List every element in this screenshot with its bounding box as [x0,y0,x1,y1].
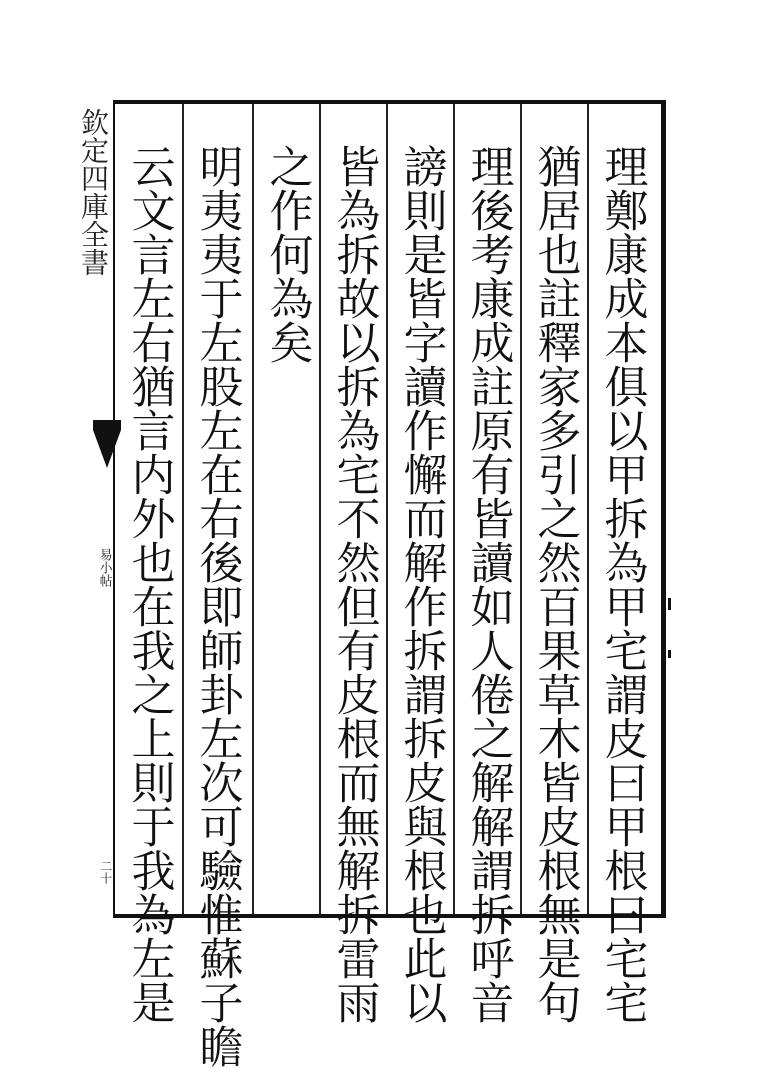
text-column-1 [587,104,654,1024]
column-text: 明夷夷于左股左在右後即師卦左次可驗惟蘇子瞻 [191,144,243,1068]
speck-mark [668,598,671,610]
page-number: 二十 [98,860,113,884]
fore-edge-margin [77,100,111,918]
column-text: 理鄭康成本俱以甲拆為甲宅謂皮曰甲根曰宅宅 [596,144,648,1024]
text-column-3 [453,104,520,1024]
book-title: 欽定四庫全書 [77,108,110,276]
column-text: 猶居也註釋家多引之然百果草木皆皮根無是句 [529,144,581,1024]
fishtail-bar-mark [93,420,121,430]
column-text: 理後考康成註原有皆讀如人倦之解解謂拆呼音 [462,144,514,1024]
column-text: 之作何為矣 [261,144,313,364]
text-column-5 [319,104,386,1024]
text-column-2 [520,104,587,1024]
column-text: 皆為拆故以拆為宅不然但有皮根而無解拆雷雨 [328,144,380,1024]
text-column-4 [386,104,453,1024]
speck-mark [668,650,671,658]
section-label: 易小帖 [96,548,112,587]
text-column-6 [252,104,319,914]
column-text: 云文言左右猶言内外也在我之上則于我為左是 [123,144,175,1024]
text-column-7 [182,104,249,1068]
column-text: 謗則是皆字讀作懈而解作拆謂拆皮與根也此以 [395,144,447,1024]
text-column-8 [115,104,182,1024]
fishtail-mark [93,430,121,468]
